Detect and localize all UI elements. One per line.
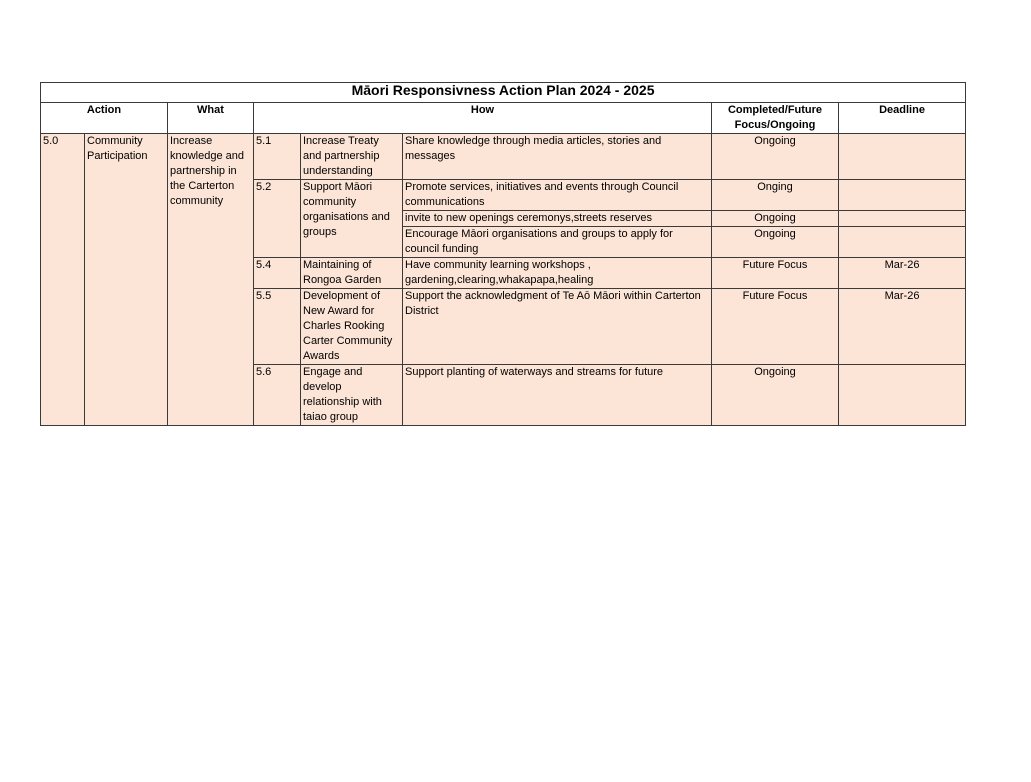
item-how: Share knowledge through media articles, stories and messages <box>403 134 712 180</box>
item-how: Encourage Māori organisations and groups to apply for council funding <box>403 227 712 258</box>
item-status: Ongoing <box>712 227 839 258</box>
item-label: Support Māori community organisations and groups <box>301 180 403 258</box>
item-deadline <box>839 365 966 426</box>
item-status: Onging <box>712 180 839 211</box>
item-status: Ongoing <box>712 134 839 180</box>
item-deadline <box>839 211 966 227</box>
item-label: Development of New Award for Charles Rooking Carter Community Awards <box>301 289 403 365</box>
item-how: Promote services, initiatives and events through Council communications <box>403 180 712 211</box>
header-what: What <box>168 103 254 134</box>
item-number: 5.2 <box>254 180 301 258</box>
item-how: Support the acknowledgment of Te Aō Māori within Carterton District <box>403 289 712 365</box>
item-how: invite to new openings ceremonys,streets reserves <box>403 211 712 227</box>
item-number: 5.4 <box>254 258 301 289</box>
header-action: Action <box>41 103 168 134</box>
item-number: 5.6 <box>254 365 301 426</box>
page-title: Māori Responsivness Action Plan 2024 - 2025 <box>41 83 966 103</box>
item-label: Maintaining of Rongoa Garden <box>301 258 403 289</box>
item-status: Ongoing <box>712 211 839 227</box>
item-deadline: Mar-26 <box>839 289 966 365</box>
item-how: Have community learning workshops , gardening,clearing,whakapapa,healing <box>403 258 712 289</box>
section-number: 5.0 <box>41 134 85 426</box>
item-number: 5.1 <box>254 134 301 180</box>
item-deadline: Mar-26 <box>839 258 966 289</box>
item-status: Ongoing <box>712 365 839 426</box>
item-how: Support planting of waterways and streams for future <box>403 365 712 426</box>
header-deadline: Deadline <box>839 103 966 134</box>
item-number: 5.5 <box>254 289 301 365</box>
header-status: Completed/Future Focus/Ongoing <box>712 103 839 134</box>
item-label: Engage and develop relationship with taiao group <box>301 365 403 426</box>
item-deadline <box>839 180 966 211</box>
section-action: Community Participation <box>85 134 168 426</box>
table-row <box>41 134 966 180</box>
item-label: Increase Treaty and partnership understanding <box>301 134 403 180</box>
section-what: Increase knowledge and partnership in the Carterton community <box>168 134 254 426</box>
header-how: How <box>254 103 712 134</box>
action-plan-table <box>40 82 966 426</box>
item-deadline <box>839 227 966 258</box>
item-status: Future Focus <box>712 289 839 365</box>
item-deadline <box>839 134 966 180</box>
item-status: Future Focus <box>712 258 839 289</box>
